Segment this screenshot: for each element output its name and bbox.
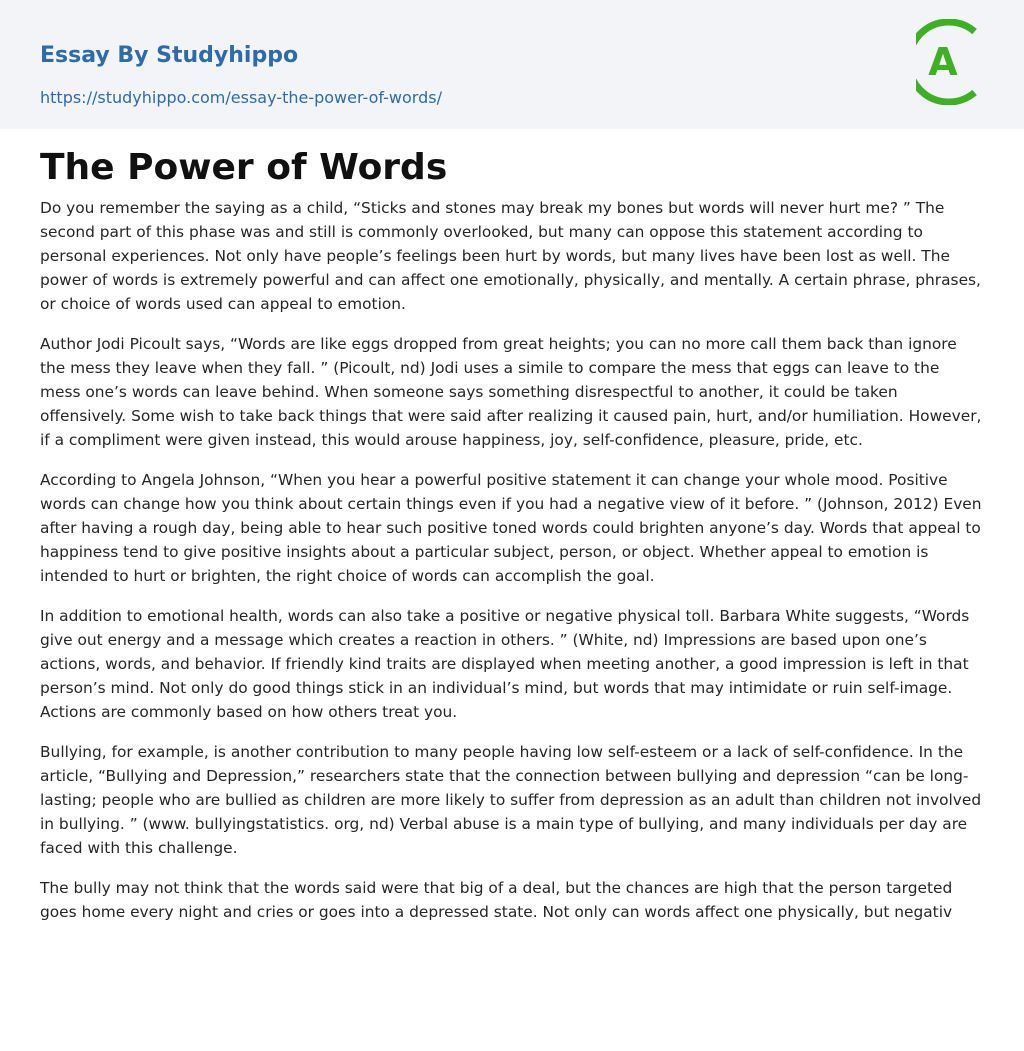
page-url-link[interactable]: https://studyhippo.com/essay-the-power-of-words/ — [40, 88, 442, 107]
article-title: The Power of Words — [40, 147, 448, 188]
article-paragraph: According to Angela Johnson, “When you hear a powerful positive statement it can change your whole mood. Positive words can change how you think about certain things even if you had a negative view of it before. ” (Johnson, 2012) Even after having a rough day, being able to hear such positive toned words could brighten anyone’s day. Words that appeal to happiness tend to give positive insights about a particular subject, person, or object. Whether appeal to emotion is intended to hurt or brighten, the right choice of words can accomplish the goal. — [40, 471, 982, 585]
logo-letter: A — [928, 40, 958, 84]
article-paragraph: In addition to emotional health, words can also take a positive or negative physical toll. Barbara White suggests, “Words give out energy and a message which creates a reaction in others. ” (White, nd) Impressions are based upon one’s actions, words, and behavior. If friendly kind traits are displayed when meeting another, a good impression is left in that person’s mind. Not only do good things stick in an individual’s mind, but words that may intimidate or ruin self-image. Actions are commonly based on how others treat you. — [40, 607, 970, 721]
article-paragraph: Author Jodi Picoult says, “Words are like eggs dropped from great heights; you can no more call them back than ignore the mess they leave when they fall. ” (Picoult, nd) Jodi uses a simile to compare the mess that eggs can leave to the mess one’s words can leave behind. When someone says something disrespectful to another, it could be taken offensively. Some wish to take back things that were said after realizing it caused pain, hurt, and/or humiliation. However, if a compliment were given instead, this would arouse happiness, joy, self-confidence, pleasure, pride, etc. — [40, 335, 982, 449]
article — [0, 146, 1024, 924]
studyhippo-logo-icon[interactable] — [916, 19, 986, 105]
article-paragraph: Bullying, for example, is another contribution to many people having low self-esteem or a lack of self-confidence. In the article, “Bullying and Depression,” researchers state that the connection between bullying and depression “can be long-lasting; people who are bullied as children are more likely to suffer from depression as an adult than children not involved in bullying. ” (www. bullyingstatistics. org, nd) Verbal abuse is a main type of bullying, and many individuals per day are faced with this challenge. — [40, 743, 982, 857]
article-paragraph: The bully may not think that the words said were that big of a deal, but the chances are high that the person targeted goes home every night and cries or goes into a depressed state. Not only can words affect one physically, but negativ — [40, 879, 953, 921]
article-paragraph: Do you remember the saying as a child, “Sticks and stones may break my bones but words will never hurt me? ” The second part of this phase was and still is commonly overlooked, but many can oppose this statement according to personal experiences. Not only have people’s feelings been hurt by words, but many lives have been lost as well. The power of words is extremely powerful and can affect one emotionally, physically, and mentally. A certain phrase, phrases, or choice of words used can appeal to emotion. — [40, 199, 981, 313]
site-brand[interactable]: Essay By Studyhippo — [40, 43, 299, 68]
site-header — [0, 0, 1024, 129]
